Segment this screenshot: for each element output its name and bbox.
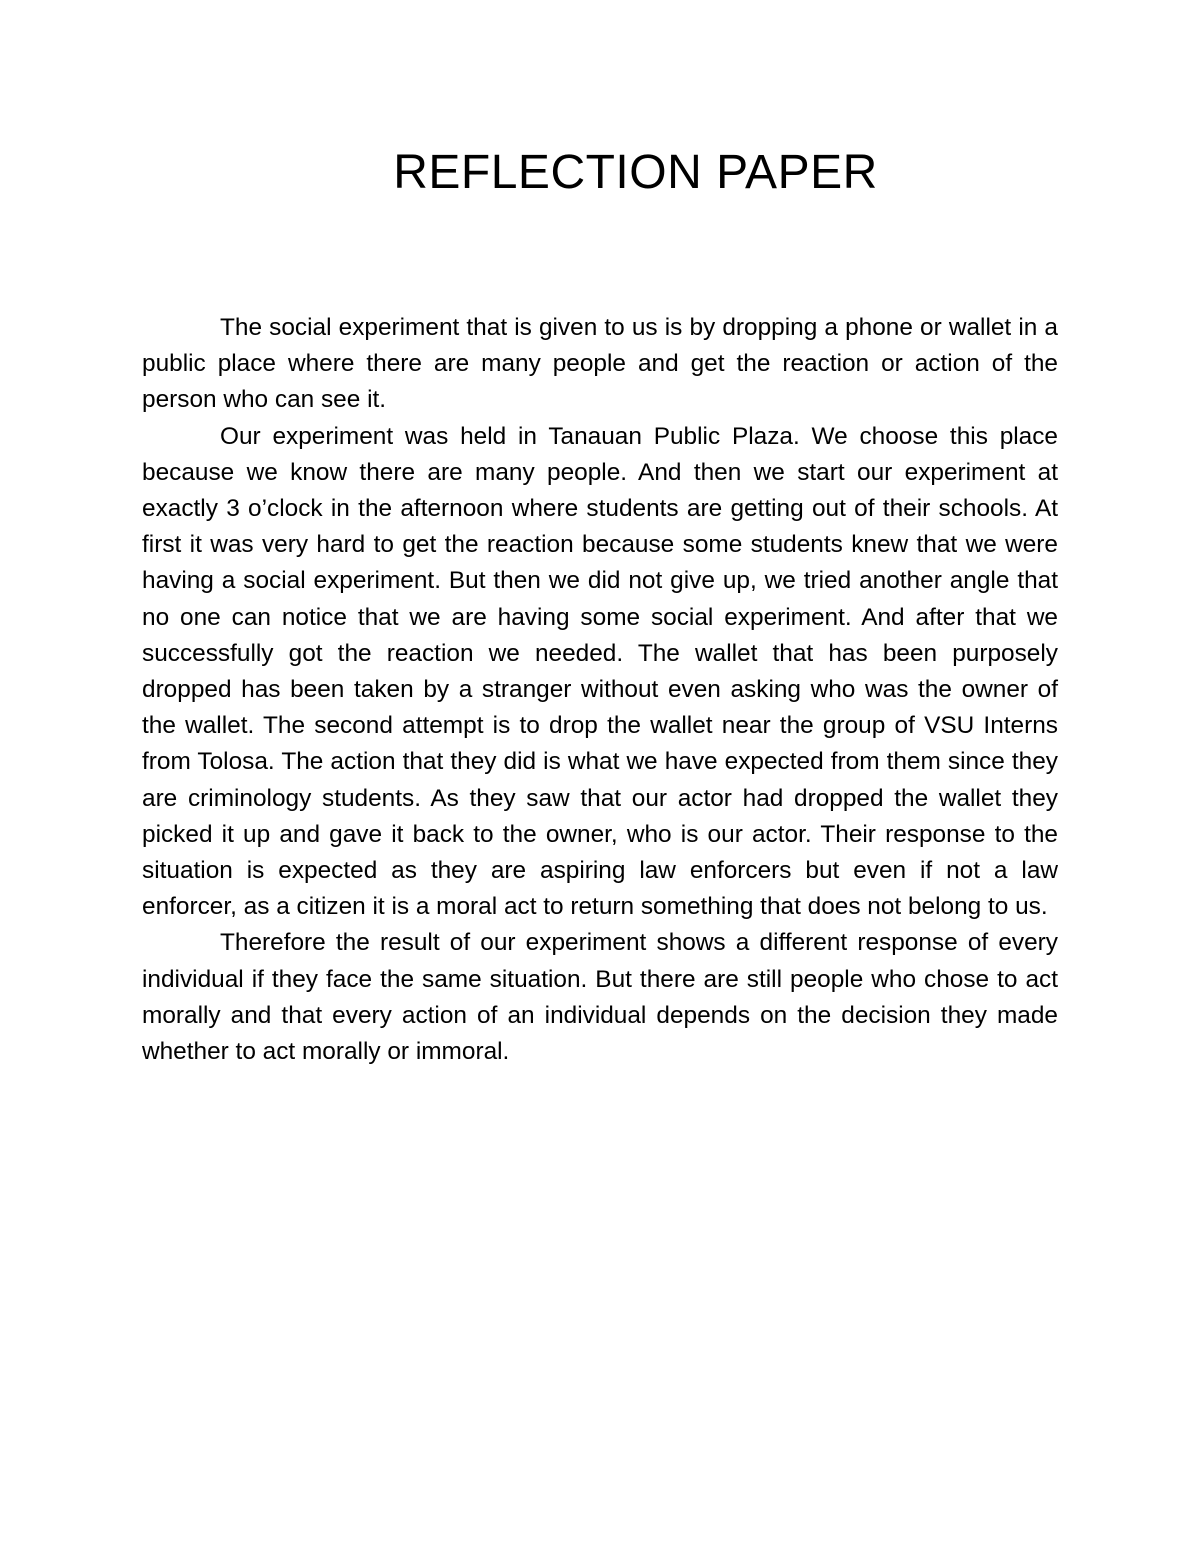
- paragraph-conclusion: Therefore the result of our experiment shows a different response of every individual if they face the same situation. But there are still people who chose to act morally and that every action of an individual depends on the decision they made whether to act morally or immoral.: [142, 929, 1058, 1066]
- paragraph-experiment: Our experiment was held in Tanauan Public Plaza. We choose this place because we know there are many people. And then we start our experiment at exactly 3 o’clock in the afternoon where students are getting out of their schools. At first it was very hard to get the reaction because some students knew that we were having a social experiment. But then we did not give up, we tried another angle that no one can notice that we are having some social experiment. And after that we successfully got the reaction we needed. The wallet that has been purposely dropped has been taken by a stranger without even asking who was the owner of the wallet. The second attempt is to drop the wallet near the group of VSU Interns from Tolosa. The action that they did is what we have expected from them since they are criminology students. As they saw that our actor had dropped the wallet they picked it up and gave it back to the owner, who is our actor. Their response to the situation is expected as they are aspiring law enforcers but even if not a law enforcer, as a citizen it is a moral act to return something that does not belong to us.: [142, 422, 1058, 921]
- page-title: REFLECTION PAPER: [393, 146, 878, 199]
- paragraph-intro: The social experiment that is given to us is by dropping a phone or wallet in a public place where there are many people and get the reaction or action of the person who can see it.: [142, 314, 1058, 414]
- document-body: [142, 310, 1058, 1070]
